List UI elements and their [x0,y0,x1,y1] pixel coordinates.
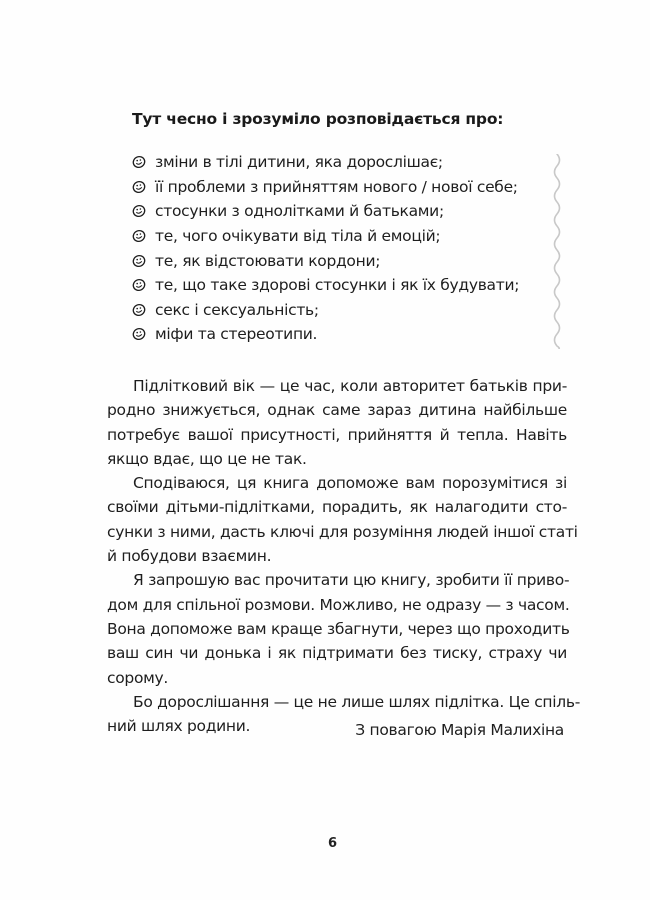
topic-label: стосунки з однолітками й батьками; [155,202,444,221]
smiley-icon [132,229,146,243]
topics-list [132,150,519,347]
smiley-icon [132,303,146,317]
list-item [132,248,519,273]
text-line: сунки з ними, дасть ключі для розуміння людей іншої статі [107,522,578,541]
text-line: й побудови взаємин. [107,547,272,566]
list-item [132,175,519,200]
topic-label: секс і сексуальність; [155,300,319,319]
text-line: родно знижується, однак саме зараз дитина найбільше [107,401,567,420]
topic-label: те, чого очікувати від тіла й емоцій; [155,227,441,246]
text-line: Я запрошую вас прочитати цю книгу, зробити її приво- [133,571,570,590]
topic-label: зміни в тілі дитини, яка дорослішає; [155,153,443,172]
text-line: ваш син чи донька і як підтримати без тиску, страху чи [107,644,567,663]
paragraph [107,568,570,689]
page-number: 6 [328,836,338,851]
smiley-icon [132,155,146,169]
text-line: сорому. [107,668,169,687]
list-item [132,199,519,224]
text-line: своїми дітьми-підлітками, порадить, як налагодити сто- [107,498,567,517]
paragraph [107,471,578,568]
smiley-icon [132,254,146,268]
list-item [132,150,519,175]
smiley-icon [132,204,146,218]
text-line: ний шлях родини. [107,717,251,736]
topic-label: міфи та стереотипи. [155,325,318,344]
topic-label: її проблеми з прийняттям нового / нової себе; [155,177,518,196]
text-line: Підлітковий вік — це час, коли авторитет батьків при- [133,377,567,395]
text-line: потребує вашої присутності, прийняття й тепла. Навіть [107,425,567,444]
smiley-icon [132,278,146,292]
text-line: Сподіваюся, ця книга допоможе вам порозумітися зі [133,474,567,493]
author-signature: З повагою Марія Малихіна [355,721,564,739]
smiley-icon [132,180,146,194]
wavy-line-decoration [551,154,565,349]
topic-label: те, як відстоювати кордони; [155,251,381,270]
body-text [107,374,580,738]
list-item [132,273,519,298]
list-item [132,298,519,323]
topic-label: те, що таке здорові стосунки і як їх будувати; [155,276,520,295]
intro-heading: Тут чесно і зрозуміло розповідається про: [132,110,504,128]
text-line: якщо вдає, що це не так. [107,449,307,468]
paragraph [107,374,567,471]
list-item [132,322,519,347]
list-item [132,224,519,249]
text-line: дом для спільної розмови. Можливо, не одразу — з часом. [107,595,570,614]
text-line: Бо дорослішання — це не лише шлях підлітка. Це спіль- [133,692,580,711]
text-line: Вона допоможе вам краще збагнути, через що проходить [107,619,570,638]
smiley-icon [132,327,146,341]
